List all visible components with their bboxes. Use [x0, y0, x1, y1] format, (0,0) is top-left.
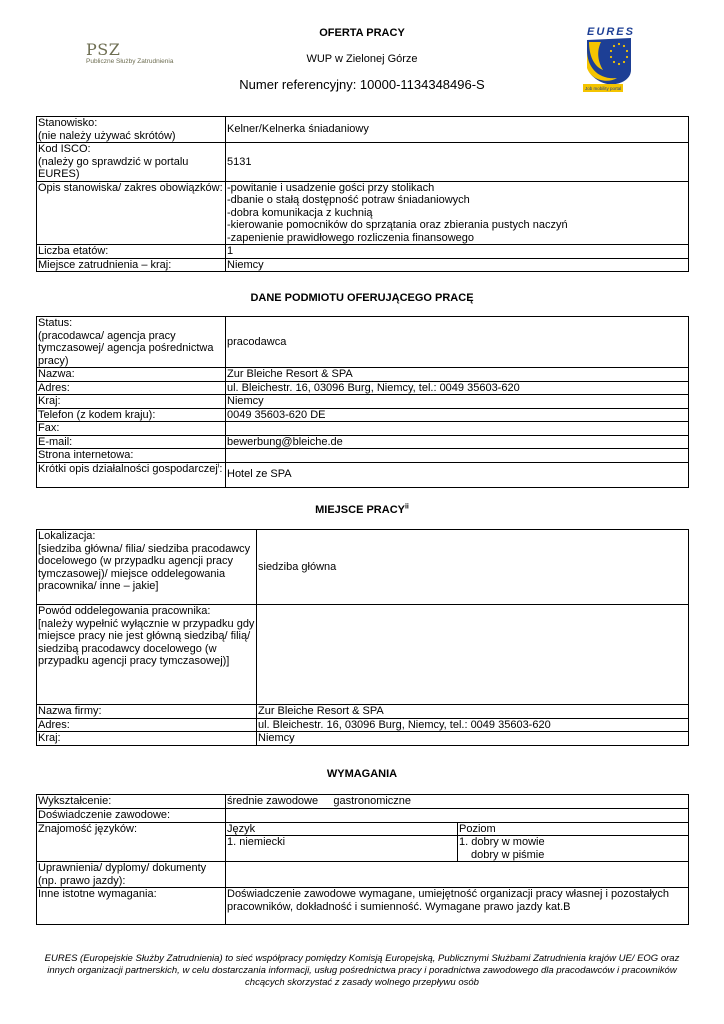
- section-title-text: MIEJSCE PRACY: [315, 504, 405, 516]
- document-title: OFERTA PRACY: [319, 27, 405, 39]
- website-label: Strona internetowa:: [37, 449, 226, 463]
- table-row: [37, 435, 689, 449]
- table-row: [37, 605, 689, 705]
- table-row: [37, 381, 689, 395]
- eures-logo: [583, 24, 639, 94]
- education-value: średnie zawodowe gastronomiczne: [226, 795, 689, 809]
- fax-label: Fax:: [37, 422, 226, 436]
- languages-label: Znajomość języków:: [37, 822, 226, 862]
- table-row: [37, 258, 689, 272]
- table-row: [37, 395, 689, 409]
- requirements-section-title: WYMAGANIA: [326, 768, 398, 780]
- activity-label: [37, 462, 226, 487]
- office-name: WUP w Zielonej Górze: [306, 53, 418, 65]
- table-row: [37, 718, 689, 732]
- location-label: [37, 530, 257, 605]
- website-value: [226, 449, 689, 463]
- job-position-label: [37, 117, 226, 143]
- employer-name-label: Nazwa:: [37, 368, 226, 382]
- employer-address-value: ul. Bleichestr. 16, 03096 Burg, Niemcy, tel.: 0049 35603-620: [226, 381, 689, 395]
- experience-value: [226, 809, 689, 823]
- company-name-value: Zur Bleiche Resort & SPA: [257, 705, 689, 719]
- employer-table: [36, 316, 689, 488]
- employer-country-value: Niemcy: [226, 395, 689, 409]
- language-level: [458, 836, 689, 862]
- phone-value: 0049 35603-620 DE: [226, 408, 689, 422]
- employer-section-title: DANE PODMIOTU OFERUJĄCEGO PRACĘ: [250, 292, 474, 304]
- language-column-header: Język: [226, 822, 458, 836]
- eures-logo-graphic: [583, 24, 639, 94]
- employer-address-label: Adres:: [37, 381, 226, 395]
- duties-text: -powitanie i usadzenie gości przy stolikach -dbanie o stałą dostępność potraw śniadaniowych -dobra komunikacja z kuchnią -kierowanie pomocników do sprzątania oraz zbierania pustych naczyń -zapenienie prawidłowego rozliczenia finansowego: [227, 181, 568, 244]
- table-row: [37, 449, 689, 463]
- job-position-value: Kelner/Kelnerka śniadaniowy: [226, 117, 689, 143]
- level-speaking: 1. dobry w mowie: [459, 836, 545, 848]
- footnote-marker: i: [217, 461, 220, 469]
- language-name: 1. niemiecki: [226, 836, 458, 862]
- table-row: [37, 317, 689, 368]
- table-row: [37, 117, 689, 143]
- label-text: Lokalizacja: [siedziba główna/ filia/ siedziba pracodawcy docelowego (w przypadku agencji pracy tymczasowej)/ miejsce oddelegowania pracownika/ inne – jakie]: [38, 530, 251, 592]
- table-row: [37, 705, 689, 719]
- country-value: Niemcy: [226, 258, 689, 272]
- label-text: Status: (pracodawca/ agencja pracy tymczasowej/ agencja pośrednictwa pracy): [38, 317, 214, 367]
- email-value: bewerbung@bleiche.de: [226, 435, 689, 449]
- table-row: [37, 732, 689, 746]
- fte-label: Liczba etatów:: [37, 245, 226, 259]
- level-writing: dobry w piśmie: [471, 848, 545, 861]
- eures-logo-caption: Job mobility portal: [585, 86, 622, 91]
- fte-value: 1: [226, 245, 689, 259]
- fax-value: [226, 422, 689, 436]
- duties-label: Opis stanowiska/ zakres obowiązków:: [37, 181, 226, 245]
- location-value: siedziba główna: [257, 530, 689, 605]
- table-row: [37, 795, 689, 809]
- workplace-country-label: Kraj:: [37, 732, 257, 746]
- table-row: [37, 408, 689, 422]
- status-value: pracodawca: [226, 317, 689, 368]
- label-text: Stanowisko: (nie należy używać skrótów): [38, 117, 176, 142]
- activity-value: Hotel ze SPA: [226, 462, 689, 487]
- footnote-marker: ii: [404, 503, 409, 511]
- email-label: E-mail:: [37, 435, 226, 449]
- label-text: :: [219, 462, 223, 475]
- requirements-table: [36, 794, 689, 925]
- job-table: [36, 116, 689, 272]
- experience-label: Doświadczenie zawodowe:: [37, 809, 226, 823]
- phone-label: Telefon (z kodem kraju):: [37, 408, 226, 422]
- permits-value: [226, 862, 689, 888]
- isco-label: [37, 143, 226, 182]
- label-text: Kod ISCO: (należy go sprawdzić w portalu EURES): [38, 143, 189, 180]
- table-row: [37, 822, 689, 836]
- table-row: [37, 530, 689, 605]
- secondment-label: [37, 605, 257, 705]
- table-row: [37, 462, 689, 487]
- psz-logo-text: PSZ: [86, 40, 121, 59]
- other-requirements-value: Doświadczenie zawodowe wymagane, umiejętność organizacji pracy własnej i pozostałych pracowników, dokładność i sumienność. Wymagane prawo jazdy kat.B: [226, 888, 689, 925]
- employer-name-value: Zur Bleiche Resort & SPA: [226, 368, 689, 382]
- status-label: [37, 317, 226, 368]
- table-row: [37, 809, 689, 823]
- table-row: [37, 245, 689, 259]
- label-text: Powód oddelegowania pracownika: [należy wypełnić wyłącznie w przypadku gdy miejsce pracy nie jest główną siedzibą/ filią/ siedzibą pracodawcy docelowego (w przypadku agencji pracy tymczasowej)]: [38, 605, 255, 667]
- workplace-address-label: Adres:: [37, 718, 257, 732]
- table-row: [37, 422, 689, 436]
- workplace-country-value: Niemcy: [257, 732, 689, 746]
- eures-logo-text: EURES: [587, 26, 635, 38]
- table-row: [37, 862, 689, 888]
- isco-value: 5131: [226, 143, 689, 182]
- reference-number: Numer referencyjny: 10000-1134348496-S: [239, 77, 485, 92]
- permits-label: Uprawnienia/ dyplomy/ dokumenty (np. prawo jazdy):: [37, 862, 226, 888]
- workplace-address-value: ul. Bleichestr. 16, 03096 Burg, Niemcy, tel.: 0049 35603-620: [257, 718, 689, 732]
- employer-country-label: Kraj:: [37, 395, 226, 409]
- education-label: Wykształcenie:: [37, 795, 226, 809]
- other-requirements-label: Inne istotne wymagania:: [37, 888, 226, 925]
- footer-note: EURES (Europejskie Służby Zatrudnienia) to sieć współpracy pomiędzy Komisją Europejską, Publicznymi Służbami Zatrudnienia krajów UE/ EOG oraz innych organizacji partnerskich, w celu dostarczania informacji, usług pośrednictwa pracy i poradnictwa zawodowego dla pracodawców i pracowników chcących skorzystać z zasady wolnego przepływu osób: [44, 953, 680, 988]
- workplace-table: [36, 529, 689, 746]
- secondment-value: [257, 605, 689, 705]
- table-row: [37, 368, 689, 382]
- level-column-header: Poziom: [458, 822, 689, 836]
- psz-logo-caption: Publiczne Służby Zatrudnienia: [86, 57, 174, 65]
- table-row: [37, 181, 689, 245]
- workplace-section-title: [0, 504, 724, 517]
- duties-value: [226, 181, 689, 245]
- table-row: [37, 888, 689, 925]
- country-label: Miejsce zatrudnienia – kraj:: [37, 258, 226, 272]
- company-name-label: Nazwa firmy:: [37, 705, 257, 719]
- table-row: [37, 143, 689, 182]
- label-text: Krótki opis działalności gospodarczej: [38, 462, 218, 475]
